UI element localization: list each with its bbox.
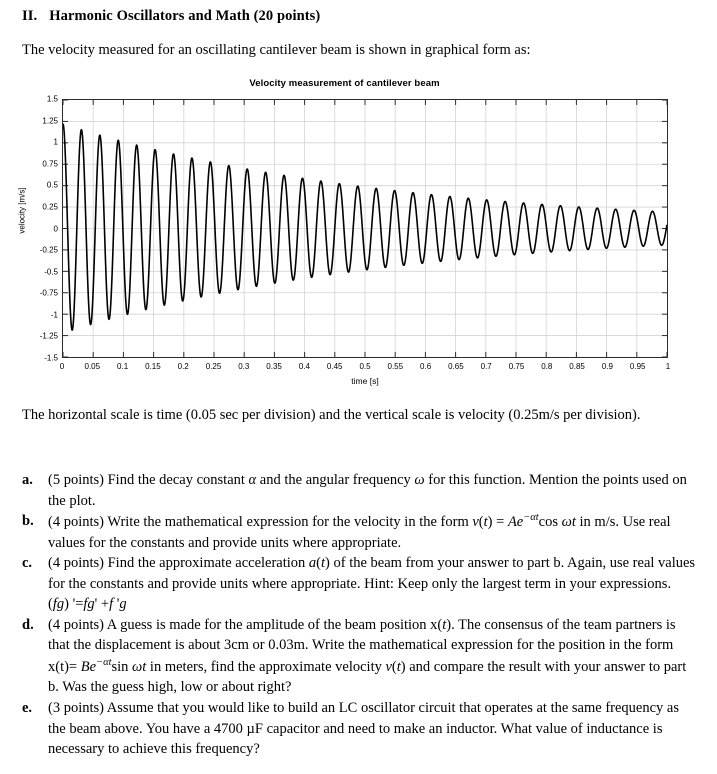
x-tick-label: 0.05: [84, 362, 101, 371]
x-tick-label: 0.1: [117, 362, 129, 371]
list-item: [22, 698, 700, 760]
x-tick-label: 0: [59, 362, 65, 371]
list-item-marker: c.: [22, 555, 33, 572]
intro-paragraph: The velocity measured for an oscillating cantilever beam is shown in graphical form as:: [22, 42, 531, 58]
y-tick-label: 0.75: [42, 159, 58, 169]
y-tick-label: 1.25: [42, 116, 58, 126]
x-tick-label: 0.35: [266, 362, 282, 371]
y-tick-label: -0.25: [39, 245, 58, 255]
x-tick-label: 0.15: [145, 362, 161, 371]
x-tick-labels: [59, 362, 671, 374]
x-tick-label: 0.25: [205, 362, 222, 371]
y-tick-label: 0: [53, 224, 58, 233]
x-tick-label: 0.2: [177, 362, 189, 371]
list-item: [22, 553, 700, 615]
x-axis-label: time [s]: [351, 376, 379, 386]
y-tick-label: -1.25: [39, 331, 58, 341]
x-tick-label: 0.8: [541, 362, 553, 371]
x-tick-label: 0.3: [238, 362, 250, 371]
list-item-text: (3 points) Assume that you would like to build an LC oscillator circuit that operates at the same frequency as the beam above. You have a 4700 µF capacitor and need to make an inductor. What value of inductance is necessary to achieve this frequency?: [48, 700, 679, 758]
plot-svg: [63, 100, 667, 357]
list-item-text: (4 points) Find the approximate acceleration a(t) of the beam from your answer to part b. Again, use real values for the constants and provide units where appropriate. Hint: Keep only the largest term in your expressions. (fg) '=fg' +f 'g: [48, 555, 696, 613]
scale-description: The horizontal scale is time (0.05 sec per division) and the vertical scale is velocity (0.25m/s per division).: [22, 407, 641, 423]
y-tick-label: -0.5: [44, 267, 58, 277]
velocity-chart: [0, 78, 717, 390]
x-tick-label: 0.65: [448, 362, 464, 371]
x-tick-label: 0.85: [569, 362, 585, 371]
grid-lines: [63, 100, 667, 357]
y-tick-label: 1: [53, 137, 58, 147]
chart-title: [0, 78, 717, 89]
chart-title-text: Velocity measurement of cantilever beam: [249, 78, 440, 89]
x-tick-label: 0.7: [480, 362, 492, 371]
y-tick-label: 0.5: [46, 180, 58, 190]
list-item-marker: b.: [22, 513, 34, 530]
y-tick-label: 0.25: [42, 202, 58, 212]
list-item-text: (4 points) A guess is made for the amplitude of the beam position x(t). The consensus of the team partners is that the displacement is about 3cm or 0.03m. Write the mathematical expression for the position in the form $x(t)= Be^{-\alpha t}\sin$ ωt in meters, find the approximate velocity v(t) and compare the result with your answer to part b. Was the guess high, low or about right?: [48, 616, 687, 696]
question-list: [22, 470, 700, 760]
y-tick-label: -1: [50, 310, 58, 320]
list-item: [22, 470, 700, 511]
list-item-marker: a.: [22, 472, 33, 488]
y-tick-label: -0.75: [39, 288, 58, 298]
list-item-marker: d.: [22, 616, 34, 633]
x-tick-label: 0.5: [359, 362, 371, 371]
list-item: [22, 615, 700, 698]
section-number: II.: [22, 8, 38, 24]
list-item: [22, 511, 700, 553]
x-tick-label: 0.6: [420, 362, 432, 371]
x-tick-label: 0.45: [326, 362, 343, 371]
list-item-text: (4 points) Write the mathematical expression for the velocity in the form $v(t) = Ae^{-\alpha t}\cos$ ωt in m/s. Use real values for the constants and provide units where appropriate.: [48, 512, 671, 551]
y-axis-label: velocity [m/s]: [17, 187, 27, 234]
x-tick-label: 1: [665, 362, 671, 371]
plot-area: [62, 99, 668, 358]
x-tick-label: 0.9: [601, 362, 613, 371]
x-tick-label: 0.4: [298, 362, 310, 371]
y-tick-label: -1.5: [44, 353, 58, 363]
x-tick-label: 0.95: [629, 362, 646, 371]
section-title-text: Harmonic Oscillators and Math (20 points): [49, 8, 321, 24]
y-tick-label: 1.5: [46, 94, 58, 104]
list-item-marker: e.: [22, 700, 33, 717]
x-tick-label: 0.55: [387, 362, 404, 371]
page-title: [22, 8, 320, 25]
list-item-text: (5 points) Find the decay constant α and the angular frequency ω for this function. Mention the points used on the plot.: [48, 472, 687, 509]
x-tick-label: 0.75: [508, 362, 525, 371]
